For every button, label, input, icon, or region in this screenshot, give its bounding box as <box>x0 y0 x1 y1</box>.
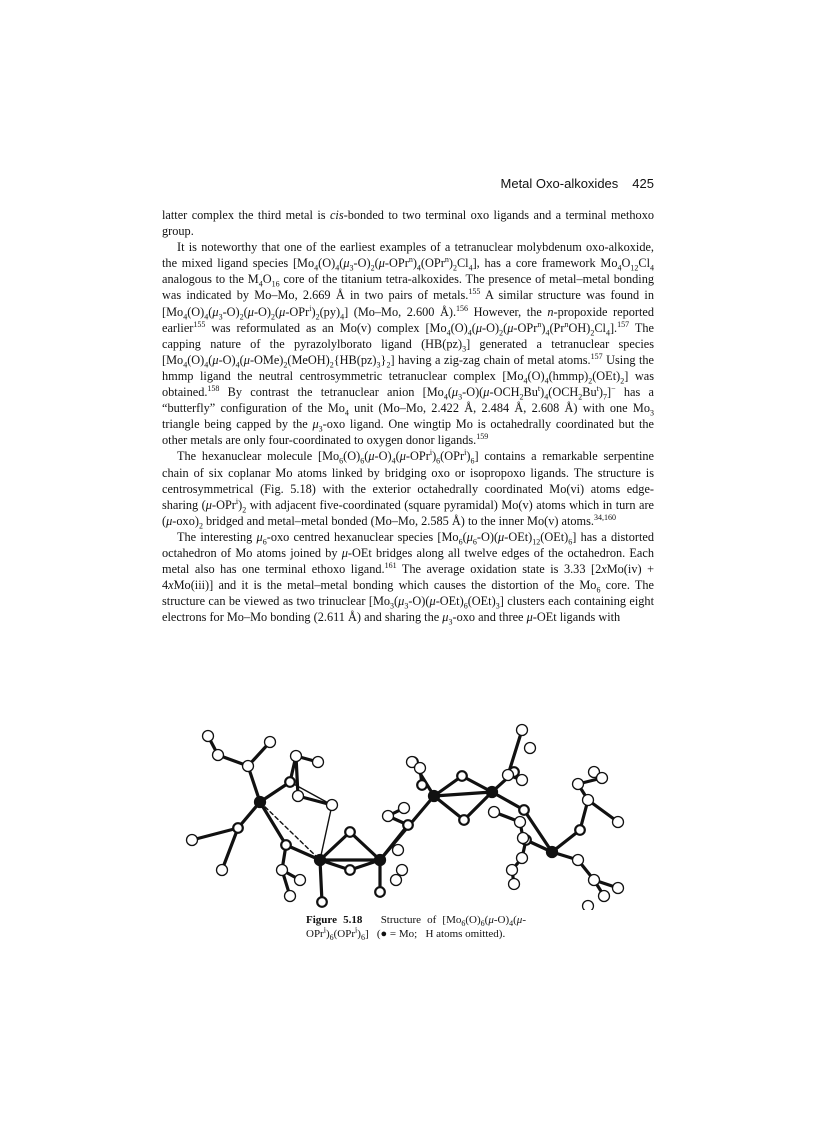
paragraph: latter complex the third metal is cis-bonded to two terminal oxo ligands and a terminal methoxo group. <box>162 208 654 239</box>
c-atom <box>327 800 338 811</box>
paragraph: It is noteworthy that one of the earliest examples of a tetranuclear molybdenum oxo-alkoxide, the mixed ligand species $[Mo_4(O)_4(\mu_3-O)_2(\mu-OPr^n)_4(OPr^n)_2Cl_4]$, has a core framework $Mo_4O_{12}Cl_4$ analogous to the $M_4O_{16}$ core of the titanium tetra-alkoxides. The presence of metal–metal bonding was indicated by Mo–Mo, 2.669 Å in two pairs of metals.$^{155}$ A similar structure was found in $[Mo_4(O)_4(\mu_3-O)_2(\mu-O)_2(\mu-OPr^i)_2(py)_4]$ (Mo–Mo, 2.600 Å).$^{156}$ However, the n-propoxide reported earlier$^{155}$ was reformulated as an Mo(v) complex $[Mo_4(O)_4(\mu-O)_2(\mu-OPr^n)_4(Pr^nOH)_2Cl_4].^{157}$ The capping nature of the pyrazolylborato ligand $(HB(pz)_3]$ generated a tetranuclear species $[Mo_4(O)_4(\mu-O)_4(\mu-OMe)_2(MeOH)_2\{HB(pz)_3\}_2]$ having a zig-zag chain of metal atoms.$^{157}$ Using the hmmp ligand the neutral centrosymmetric tetranuclear complex $[Mo_4(O)_4(hmmp)_2(OEt)_2]$ was obtained.$^{158}$ By contrast the tetranuclear anion $[Mo_4(\mu_3-O)(\mu-OCH_2Bu^t)_4(OCH_2Bu^t)_7]^-$ has a “butterfly” configuration of the $Mo_4$ unit (Mo–Mo, 2.422 Å, 2.484 Å, 2.608 Å) with one $Mo_3$ triangle being capped by the $\mu_3$-oxo ligand. One wingtip Mo is octahedrally coordinated but the other metals are only four-coordinated to oxygen donor ligands.$^{159}$ <box>162 240 655 448</box>
c-atom <box>415 763 426 774</box>
bond <box>350 832 380 860</box>
mo-atom <box>255 797 266 808</box>
c-atom <box>503 770 514 781</box>
c-atom <box>583 795 594 806</box>
c-atom <box>295 875 306 886</box>
c-atom <box>397 865 408 876</box>
mo-atom <box>547 847 558 858</box>
c-atom <box>213 750 224 761</box>
bond <box>320 860 322 902</box>
o-atom <box>417 780 427 790</box>
o-atom <box>345 865 355 875</box>
paragraph: The hexanuclear molecule $[Mo_6(O)_6(\mu-O)_4(\mu-OPr^i)_6(OPr^i)_6]$ contains a remarkable serpentine chain of six coplanar Mo atoms linked by bridging oxo or isopropoxo ligands. The structure is centrosymmetrical (Fig. 5.18) with the exterior octahedrally coordinated Mo(vi) atoms edge-sharing $(\mu-OPr^i)_2$ with adjacent five-coordinated (square pyramidal) Mo(v) atoms which in turn are $(\mu-oxo)_2$ bridged and metal–metal bonded (Mo–Mo, 2.585 Å) to the inner Mo(v) atoms.$^{34,160}$ <box>162 448 654 531</box>
figure-caption-text: Structure of $[Mo_6(O)_6(\mu-O)_4(\mu-OPr^i)_6(OPr^i)_6]$ (● = Mo; H atoms omitted). <box>306 914 526 942</box>
c-atom <box>489 807 500 818</box>
c-atom <box>517 775 528 786</box>
paragraph: The interesting $\mu_6$-oxo centred hexanuclear species $[Mo_6(\mu_6-O)(\mu-OEt)_{12}(OEt)_6]$ has a distorted octahedron of Mo atoms joined by μ-OEt bridges along all twelve edges of the octahedron. Each metal also has one terminal ethoxo ligand.$^{161}$ The average oxidation state is 3.33 [2xMo(iv) + 4xMo(iii)] and it is the metal–metal bonding which causes the distortion of the $Mo_6$ core. The structure can be viewed as two trinuclear $[Mo_3(\mu_3-O)(\mu-OEt)_6(OEt)_3]$ clusters each containing eight electrons for Mo–Mo bonding (2.611 Å) and sharing the $\mu_3$-oxo and three μ-OEt ligands with <box>162 529 655 627</box>
c-atom <box>518 833 529 844</box>
c-atom <box>597 773 608 784</box>
c-atom <box>265 737 276 748</box>
c-atom <box>583 901 594 911</box>
o-atom <box>403 820 413 830</box>
c-atom <box>393 845 404 856</box>
c-atom <box>285 891 296 902</box>
c-atom <box>517 853 528 864</box>
bond <box>222 828 238 870</box>
bond <box>434 792 492 796</box>
o-atom <box>457 771 467 781</box>
o-atom <box>285 777 295 787</box>
molecular-structure-figure <box>178 720 638 910</box>
figure-label: Figure 5.18 <box>306 914 363 926</box>
bond <box>260 802 320 860</box>
mo-atom <box>315 855 326 866</box>
mo-atom <box>487 787 498 798</box>
o-atom <box>233 823 243 833</box>
running-title: Metal Oxo-alkoxides <box>500 176 619 191</box>
c-atom <box>517 725 528 736</box>
c-atom <box>187 835 198 846</box>
o-atom <box>317 897 327 907</box>
o-atom <box>375 887 385 897</box>
c-atom <box>515 817 526 828</box>
o-atom <box>345 827 355 837</box>
o-atom <box>575 825 585 835</box>
c-atom <box>525 743 536 754</box>
c-atom <box>203 731 214 742</box>
c-atom <box>573 779 584 790</box>
o-atom <box>459 815 469 825</box>
mo-atom <box>375 855 386 866</box>
c-atom <box>507 865 518 876</box>
c-atom <box>293 791 304 802</box>
body-text <box>162 207 654 625</box>
page-number: 425 <box>632 176 654 191</box>
o-atom <box>519 805 529 815</box>
c-atom <box>613 883 624 894</box>
c-atom <box>399 803 410 814</box>
c-atom <box>391 875 402 886</box>
c-atom <box>509 879 520 890</box>
c-atom <box>291 751 302 762</box>
c-atom <box>599 891 610 902</box>
mo-atom <box>429 791 440 802</box>
c-atom <box>383 811 394 822</box>
c-atom <box>243 761 254 772</box>
c-atom <box>573 855 584 866</box>
c-atom <box>217 865 228 876</box>
c-atom <box>613 817 624 828</box>
bond <box>192 828 238 840</box>
c-atom <box>589 875 600 886</box>
o-atom <box>281 840 291 850</box>
c-atom <box>313 757 324 768</box>
figure-caption <box>306 914 526 941</box>
running-header <box>162 176 654 191</box>
c-atom <box>277 865 288 876</box>
